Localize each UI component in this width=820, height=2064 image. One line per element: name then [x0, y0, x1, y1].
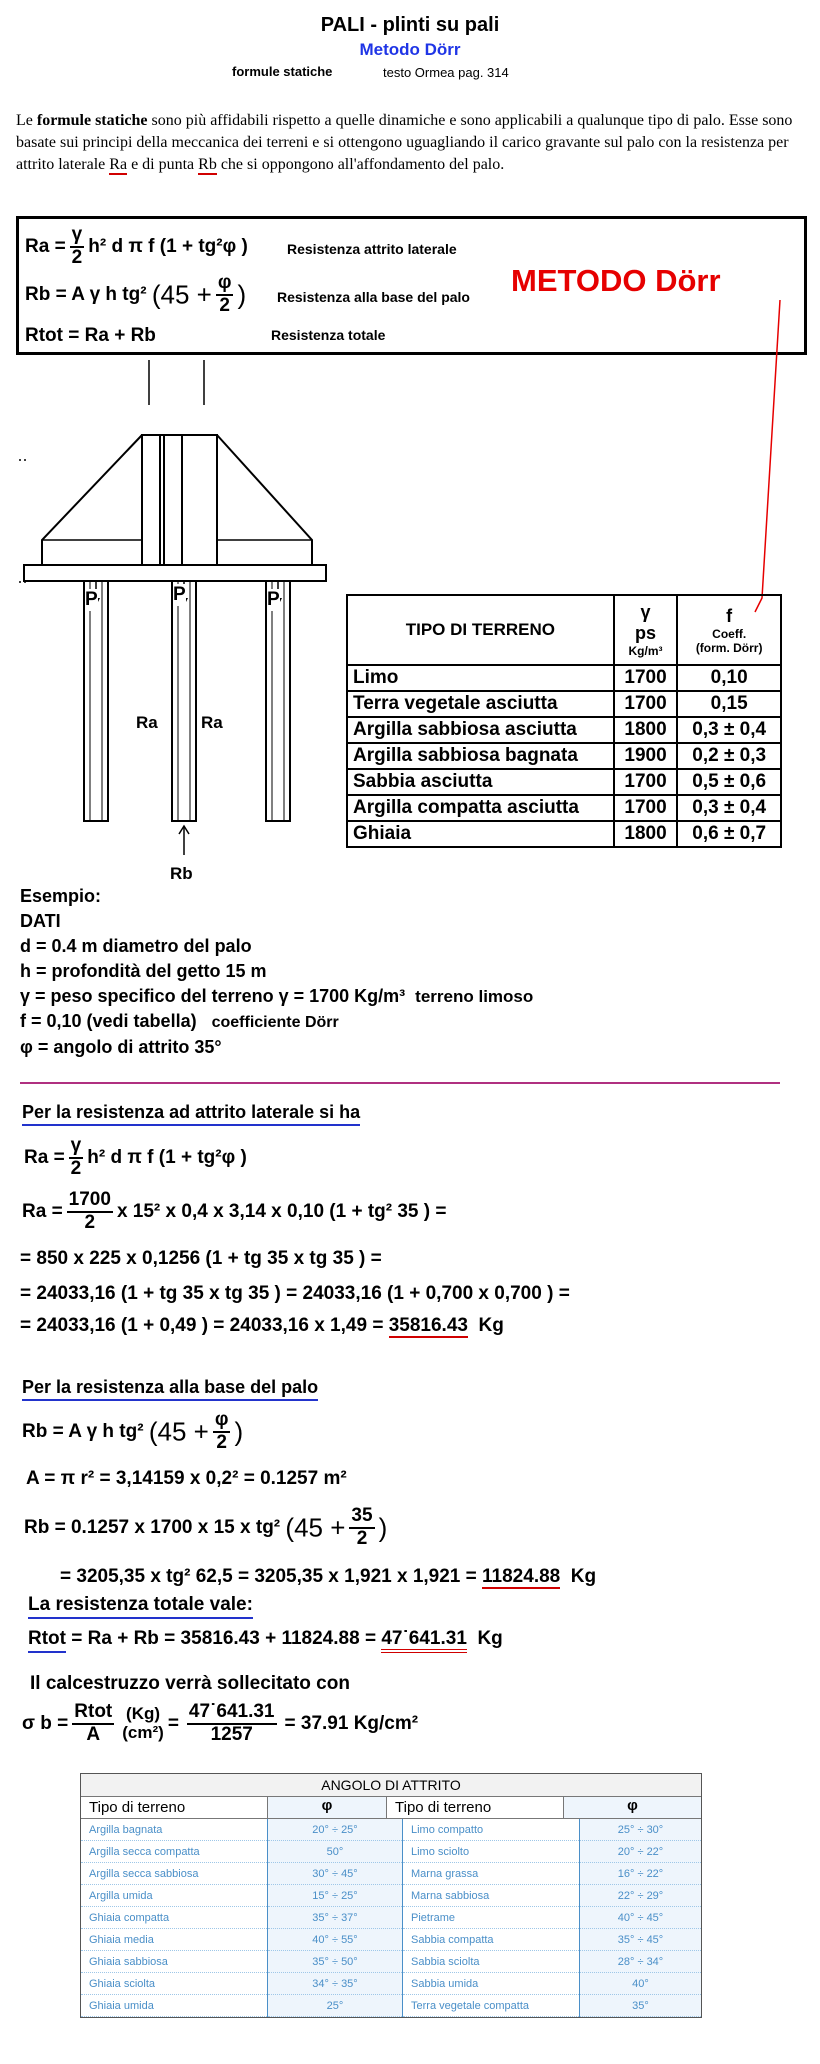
- ra-label: Ra: [201, 713, 223, 732]
- cell-f: 0,2 ± 0,3: [677, 743, 781, 769]
- table-row: [347, 665, 781, 691]
- angolo-tipo: Pietrame: [403, 1907, 580, 1929]
- calc-total-heading-text: La resistenza totale vale:: [28, 1594, 253, 1619]
- cell-f: 0,5 ± 0,6: [677, 769, 781, 795]
- angolo-tipo: Marna grassa: [403, 1863, 580, 1885]
- formula-label: Rb = A γ h tg²: [25, 283, 147, 305]
- numerator: (Kg): [126, 1704, 161, 1724]
- formula-label: Ra =: [24, 1146, 65, 1168]
- formula-rb-desc: Resistenza alla base del palo: [277, 289, 470, 305]
- example-section: [20, 884, 533, 1060]
- numerator: 1700: [67, 1190, 113, 1213]
- calc-ra-expr: = 24033,16 (1 + 0,49 ) = 24033,16 x 1,49 =: [20, 1315, 389, 1336]
- example-h: h = profondità del getto 15 m: [20, 961, 267, 981]
- angolo-head-phi: φ: [564, 1797, 701, 1818]
- angolo-head-tipo: Tipo di terreno: [387, 1797, 564, 1818]
- header-ps: [614, 595, 678, 665]
- denominator: 2: [216, 1431, 227, 1453]
- angolo-phi: 35° ÷ 37°: [268, 1907, 403, 1929]
- example-f-text: f = 0,10 (vedi tabella): [20, 1011, 197, 1031]
- header-note: formule statiche: [232, 64, 333, 79]
- fraction: [213, 1410, 231, 1454]
- example-gamma-note: terreno limoso: [415, 987, 534, 1006]
- header-form: (form. Dörr): [695, 640, 763, 655]
- stress-result: = 37.91 Kg/cm²: [284, 1712, 419, 1734]
- soil-table: [346, 594, 782, 848]
- denominator: 2: [356, 1527, 368, 1549]
- formula-rest: h² d π f (1 + tg²φ ): [88, 235, 248, 257]
- angolo-tipo: Ghiaia umida: [81, 1995, 268, 2017]
- angolo-head-phi: φ: [268, 1797, 387, 1818]
- pile-cap: [24, 565, 326, 581]
- cell-ps: 1700: [614, 769, 678, 795]
- cell-ps: 1700: [614, 665, 678, 691]
- angolo-phi: 34° ÷ 35°: [268, 1973, 403, 1995]
- angolo-phi: 35° ÷ 50°: [268, 1951, 403, 1973]
- page-title: PALI - plinti su pali: [320, 14, 500, 36]
- cell-f: 0,3 ± 0,4: [677, 795, 781, 821]
- sigma-label: σ b =: [22, 1712, 69, 1734]
- angolo-phi: 28° ÷ 34°: [580, 1951, 702, 1973]
- cell-f: 0,6 ± 0,7: [677, 821, 781, 847]
- formula-label: Ra =: [25, 235, 66, 257]
- paren-close: ): [237, 279, 247, 310]
- fraction: [67, 1190, 113, 1234]
- formula-label: Rb = 0.1257 x 1700 x 15 x tg²: [24, 1516, 281, 1538]
- angolo-tipo: Sabbia sciolta: [403, 1951, 580, 1973]
- load-label-p: P: [267, 589, 280, 610]
- table-row: [347, 821, 781, 847]
- soil-table-header: [347, 595, 781, 665]
- angolo-head-tipo: Tipo di terreno: [81, 1797, 268, 1818]
- angolo-header: [81, 1797, 701, 1819]
- table-row: [347, 769, 781, 795]
- calc-ra-line3: = 24033,16 (1 + tg 35 x tg 35 ) = 24033,16 (1 + 0,700 x 0,700 ) =: [20, 1283, 570, 1304]
- angolo-tipo: Argilla bagnata: [81, 1819, 268, 1841]
- pointer-line-path: [755, 300, 780, 612]
- angolo-phi: 50°: [268, 1841, 403, 1863]
- calc-rb-formula: [22, 1410, 243, 1454]
- cell-tipo: Terra vegetale asciutta: [347, 691, 614, 717]
- intro-text: Le: [16, 112, 37, 129]
- angolo-phi: 22° ÷ 29°: [580, 1885, 702, 1907]
- calc-rb-result: 11824.88: [482, 1566, 561, 1587]
- calc-ra-unit: Kg: [478, 1315, 504, 1336]
- angolo-tipo: Ghiaia compatta: [81, 1907, 268, 1929]
- header-coeff: Coeff.: [712, 626, 747, 641]
- angolo-phi: 40° ÷ 45°: [580, 1907, 702, 1929]
- angolo-phi: 30° ÷ 45°: [268, 1863, 403, 1885]
- example-f: [20, 1009, 533, 1035]
- angolo-body: [81, 1819, 701, 2017]
- paren-open: (45 +: [285, 1512, 346, 1543]
- rtot-label: Rtot: [28, 1628, 66, 1653]
- column-rebar: [164, 435, 182, 565]
- example-dati: DATI: [20, 911, 61, 931]
- cell-ps: 1900: [614, 743, 678, 769]
- angolo-tipo: Limo sciolto: [403, 1841, 580, 1863]
- numerator: 47˙641.31: [187, 1702, 277, 1725]
- formula-rest: x 15² x 0,4 x 3,14 x 0,10 (1 + tg² 35 ) =: [116, 1200, 447, 1222]
- section-divider: [20, 1082, 780, 1084]
- calc-rb-heading-text: Per la resistenza alla base del palo: [22, 1377, 318, 1401]
- cell-tipo: Argilla compatta asciutta: [347, 795, 614, 821]
- pile-left: [84, 581, 108, 821]
- load-label-p: P: [173, 584, 186, 605]
- calc-ra-line1: [22, 1190, 446, 1234]
- cell-ps: 1800: [614, 717, 678, 743]
- table-row: [81, 1841, 701, 1863]
- formula-ra-desc: Resistenza attrito laterale: [287, 241, 457, 257]
- table-row: [347, 795, 781, 821]
- angolo-phi: 40° ÷ 55°: [268, 1929, 403, 1951]
- angolo-table: [80, 1773, 702, 2018]
- angolo-tipo: Ghiaia media: [81, 1929, 268, 1951]
- calc-total-line: [28, 1628, 503, 1650]
- cell-ps: 1800: [614, 821, 678, 847]
- calc-rb-unit: Kg: [570, 1566, 597, 1587]
- column: [142, 435, 217, 565]
- paren-close: ): [378, 1512, 388, 1543]
- page-subtitle: Metodo Dörr: [359, 40, 461, 59]
- table-row: [81, 1863, 701, 1885]
- plinth-slope: [217, 435, 312, 565]
- intro-rb: Rb: [198, 156, 217, 173]
- angolo-tipo: Marna sabbiosa: [403, 1885, 580, 1907]
- table-row: [81, 1973, 701, 1995]
- numerator: Rtot: [72, 1702, 114, 1725]
- formula-rtot: Rtot = Ra + Rb: [25, 325, 156, 346]
- example-phi: φ = angolo di attrito 35°: [20, 1037, 222, 1057]
- denominator: (cm²): [122, 1722, 164, 1742]
- calc-ra-heading-text: Per la resistenza ad attrito laterale si ha: [22, 1102, 360, 1126]
- angolo-phi: 15° ÷ 25°: [268, 1885, 403, 1907]
- cell-tipo: Ghiaia: [347, 821, 614, 847]
- paren-open: (45 +: [151, 279, 212, 310]
- intro-text: sono più affidabili rispetto a quelle dinamiche e sono applicabili a qualunque tipo di palo. Esse sono basate sui principi della meccanica dei terreni e si ottengono uguagliando il carico gravante sul palo con la resistenza per attrito laterale: [16, 112, 793, 173]
- calc-ra-heading: [22, 1102, 360, 1123]
- load-label-p: P: [85, 589, 98, 610]
- header-unit: Kg/m³: [628, 644, 663, 658]
- rtot-expr: = Ra + Rb = 35816.43 + 11824.88 =: [65, 1628, 382, 1649]
- denominator: 2: [71, 246, 83, 268]
- stress-formula: [22, 1702, 418, 1746]
- denominator: A: [86, 1723, 101, 1745]
- angolo-phi: 40°: [580, 1973, 702, 1995]
- fraction: [72, 1702, 114, 1746]
- header-source: testo Ormea pag. 314: [383, 65, 509, 80]
- angolo-phi: 35° ÷ 45°: [580, 1929, 702, 1951]
- angolo-tipo: Sabbia compatta: [403, 1929, 580, 1951]
- numerator: φ: [216, 273, 234, 296]
- calc-ra-formula: [24, 1136, 247, 1180]
- angolo-tipo: Argilla secca sabbiosa: [81, 1863, 268, 1885]
- intro-text: e di punta: [127, 156, 199, 173]
- cell-tipo: Limo: [347, 665, 614, 691]
- angolo-title: ANGOLO DI ATTRITO: [81, 1774, 701, 1797]
- intro-text: che si oppongono all'affondamento del palo.: [216, 156, 505, 173]
- angolo-tipo: Terra vegetale compatta: [403, 1995, 580, 2017]
- calc-rb-heading: [22, 1377, 318, 1398]
- numerator: γ: [69, 1136, 84, 1159]
- angolo-tipo: Ghiaia sabbiosa: [81, 1951, 268, 1973]
- table-row: [347, 691, 781, 717]
- cell-tipo: Argilla sabbiosa bagnata: [347, 743, 614, 769]
- fraction: [349, 1506, 374, 1550]
- formula-rtot-desc: Resistenza totale: [271, 327, 386, 343]
- angolo-phi: 25°: [268, 1995, 403, 2017]
- cell-ps: 1700: [614, 691, 678, 717]
- table-row: [81, 1819, 701, 1841]
- pile-diagram: [14, 360, 334, 880]
- column-rebar: [142, 435, 160, 565]
- angolo-tipo: Sabbia umida: [403, 1973, 580, 1995]
- header-f-label: f: [726, 605, 733, 626]
- cell-f: 0,3 ± 0,4: [677, 717, 781, 743]
- calc-ra-line4: [20, 1315, 504, 1337]
- fraction: [69, 1136, 84, 1180]
- denominator: 2: [84, 1211, 96, 1233]
- angolo-tipo: Argilla secca compatta: [81, 1841, 268, 1863]
- calc-ra-result: 35816.43: [388, 1315, 468, 1336]
- paren-open: (45 +: [148, 1416, 209, 1447]
- angolo-phi: 20° ÷ 22°: [580, 1841, 702, 1863]
- table-row: [347, 717, 781, 743]
- rb-label: Rb: [170, 864, 193, 883]
- numerator: 35: [349, 1506, 374, 1529]
- example-heading: Esempio:: [20, 886, 102, 906]
- angolo-tipo: Limo compatto: [403, 1819, 580, 1841]
- rtot-unit: Kg: [477, 1628, 503, 1649]
- stress-intro: Il calcestruzzo verrà sollecitato con: [30, 1673, 350, 1694]
- denominator: 2: [70, 1157, 82, 1179]
- pile-right: [266, 581, 290, 821]
- cell-tipo: Sabbia asciutta: [347, 769, 614, 795]
- table-row: [81, 1951, 701, 1973]
- header-gamma: γ: [640, 602, 651, 622]
- fraction: [187, 1702, 277, 1746]
- formula-rest: h² d π f (1 + tg²φ ): [87, 1146, 247, 1168]
- plinth-slope: [42, 435, 142, 565]
- table-row: [81, 1995, 701, 2017]
- table-row: [347, 743, 781, 769]
- equals: =: [167, 1712, 179, 1734]
- ra-label: Ra: [136, 713, 158, 732]
- angolo-phi: 20° ÷ 25°: [268, 1819, 403, 1841]
- table-row: [81, 1929, 701, 1951]
- cell-f: 0,15: [677, 691, 781, 717]
- numerator: φ: [213, 1410, 231, 1433]
- calc-area: A = π r² = 3,14159 x 0,2² = 0.1257 m²: [26, 1468, 347, 1489]
- angolo-tipo: Argilla umida: [81, 1885, 268, 1907]
- example-d: d = 0.4 m diametro del palo: [20, 936, 252, 956]
- table-row: [81, 1907, 701, 1929]
- example-gamma-text: γ = peso specifico del terreno γ = 1700 Kg/m³: [20, 986, 406, 1006]
- metodo-label: METODO Dörr: [511, 263, 721, 298]
- example-gamma: [20, 984, 533, 1009]
- pile-center: [172, 581, 196, 821]
- angolo-phi: 35°: [580, 1995, 702, 2017]
- angolo-tipo: Ghiaia sciolta: [81, 1973, 268, 1995]
- calc-total-heading: [28, 1594, 253, 1616]
- angolo-phi: 25° ÷ 30°: [580, 1819, 702, 1841]
- intro-bold: formule statiche: [36, 112, 148, 129]
- example-f-note: coefficiente Dörr: [211, 1014, 339, 1031]
- table-row: [81, 1885, 701, 1907]
- calc-rb-line1: [24, 1506, 387, 1550]
- formula-label: Ra =: [22, 1200, 63, 1222]
- denominator: 2: [219, 294, 230, 316]
- paren-close: ): [234, 1416, 244, 1447]
- calc-rb-expr: = 3205,35 x tg² 62,5 = 3205,35 x 1,921 x 1,921 =: [60, 1566, 483, 1587]
- header-f: [677, 595, 781, 665]
- rtot-result: 47˙641.31: [381, 1628, 467, 1653]
- calc-rb-line2: [60, 1566, 596, 1588]
- denominator: 1257: [210, 1723, 253, 1745]
- cell-f: 0,10: [677, 665, 781, 691]
- header-ps-label: ps: [635, 623, 657, 643]
- intro-ra: Ra: [109, 156, 128, 173]
- numerator: γ: [70, 225, 85, 248]
- fraction-units: [122, 1705, 164, 1742]
- cell-ps: 1700: [614, 795, 678, 821]
- angolo-phi: 16° ÷ 22°: [580, 1863, 702, 1885]
- cell-tipo: Argilla sabbiosa asciutta: [347, 717, 614, 743]
- header-tipo: TIPO DI TERRENO: [347, 595, 614, 665]
- formula-label: Rb = A γ h tg²: [22, 1420, 144, 1442]
- calc-ra-line2: = 850 x 225 x 0,1256 (1 + tg 35 x tg 35 ) =: [20, 1248, 382, 1269]
